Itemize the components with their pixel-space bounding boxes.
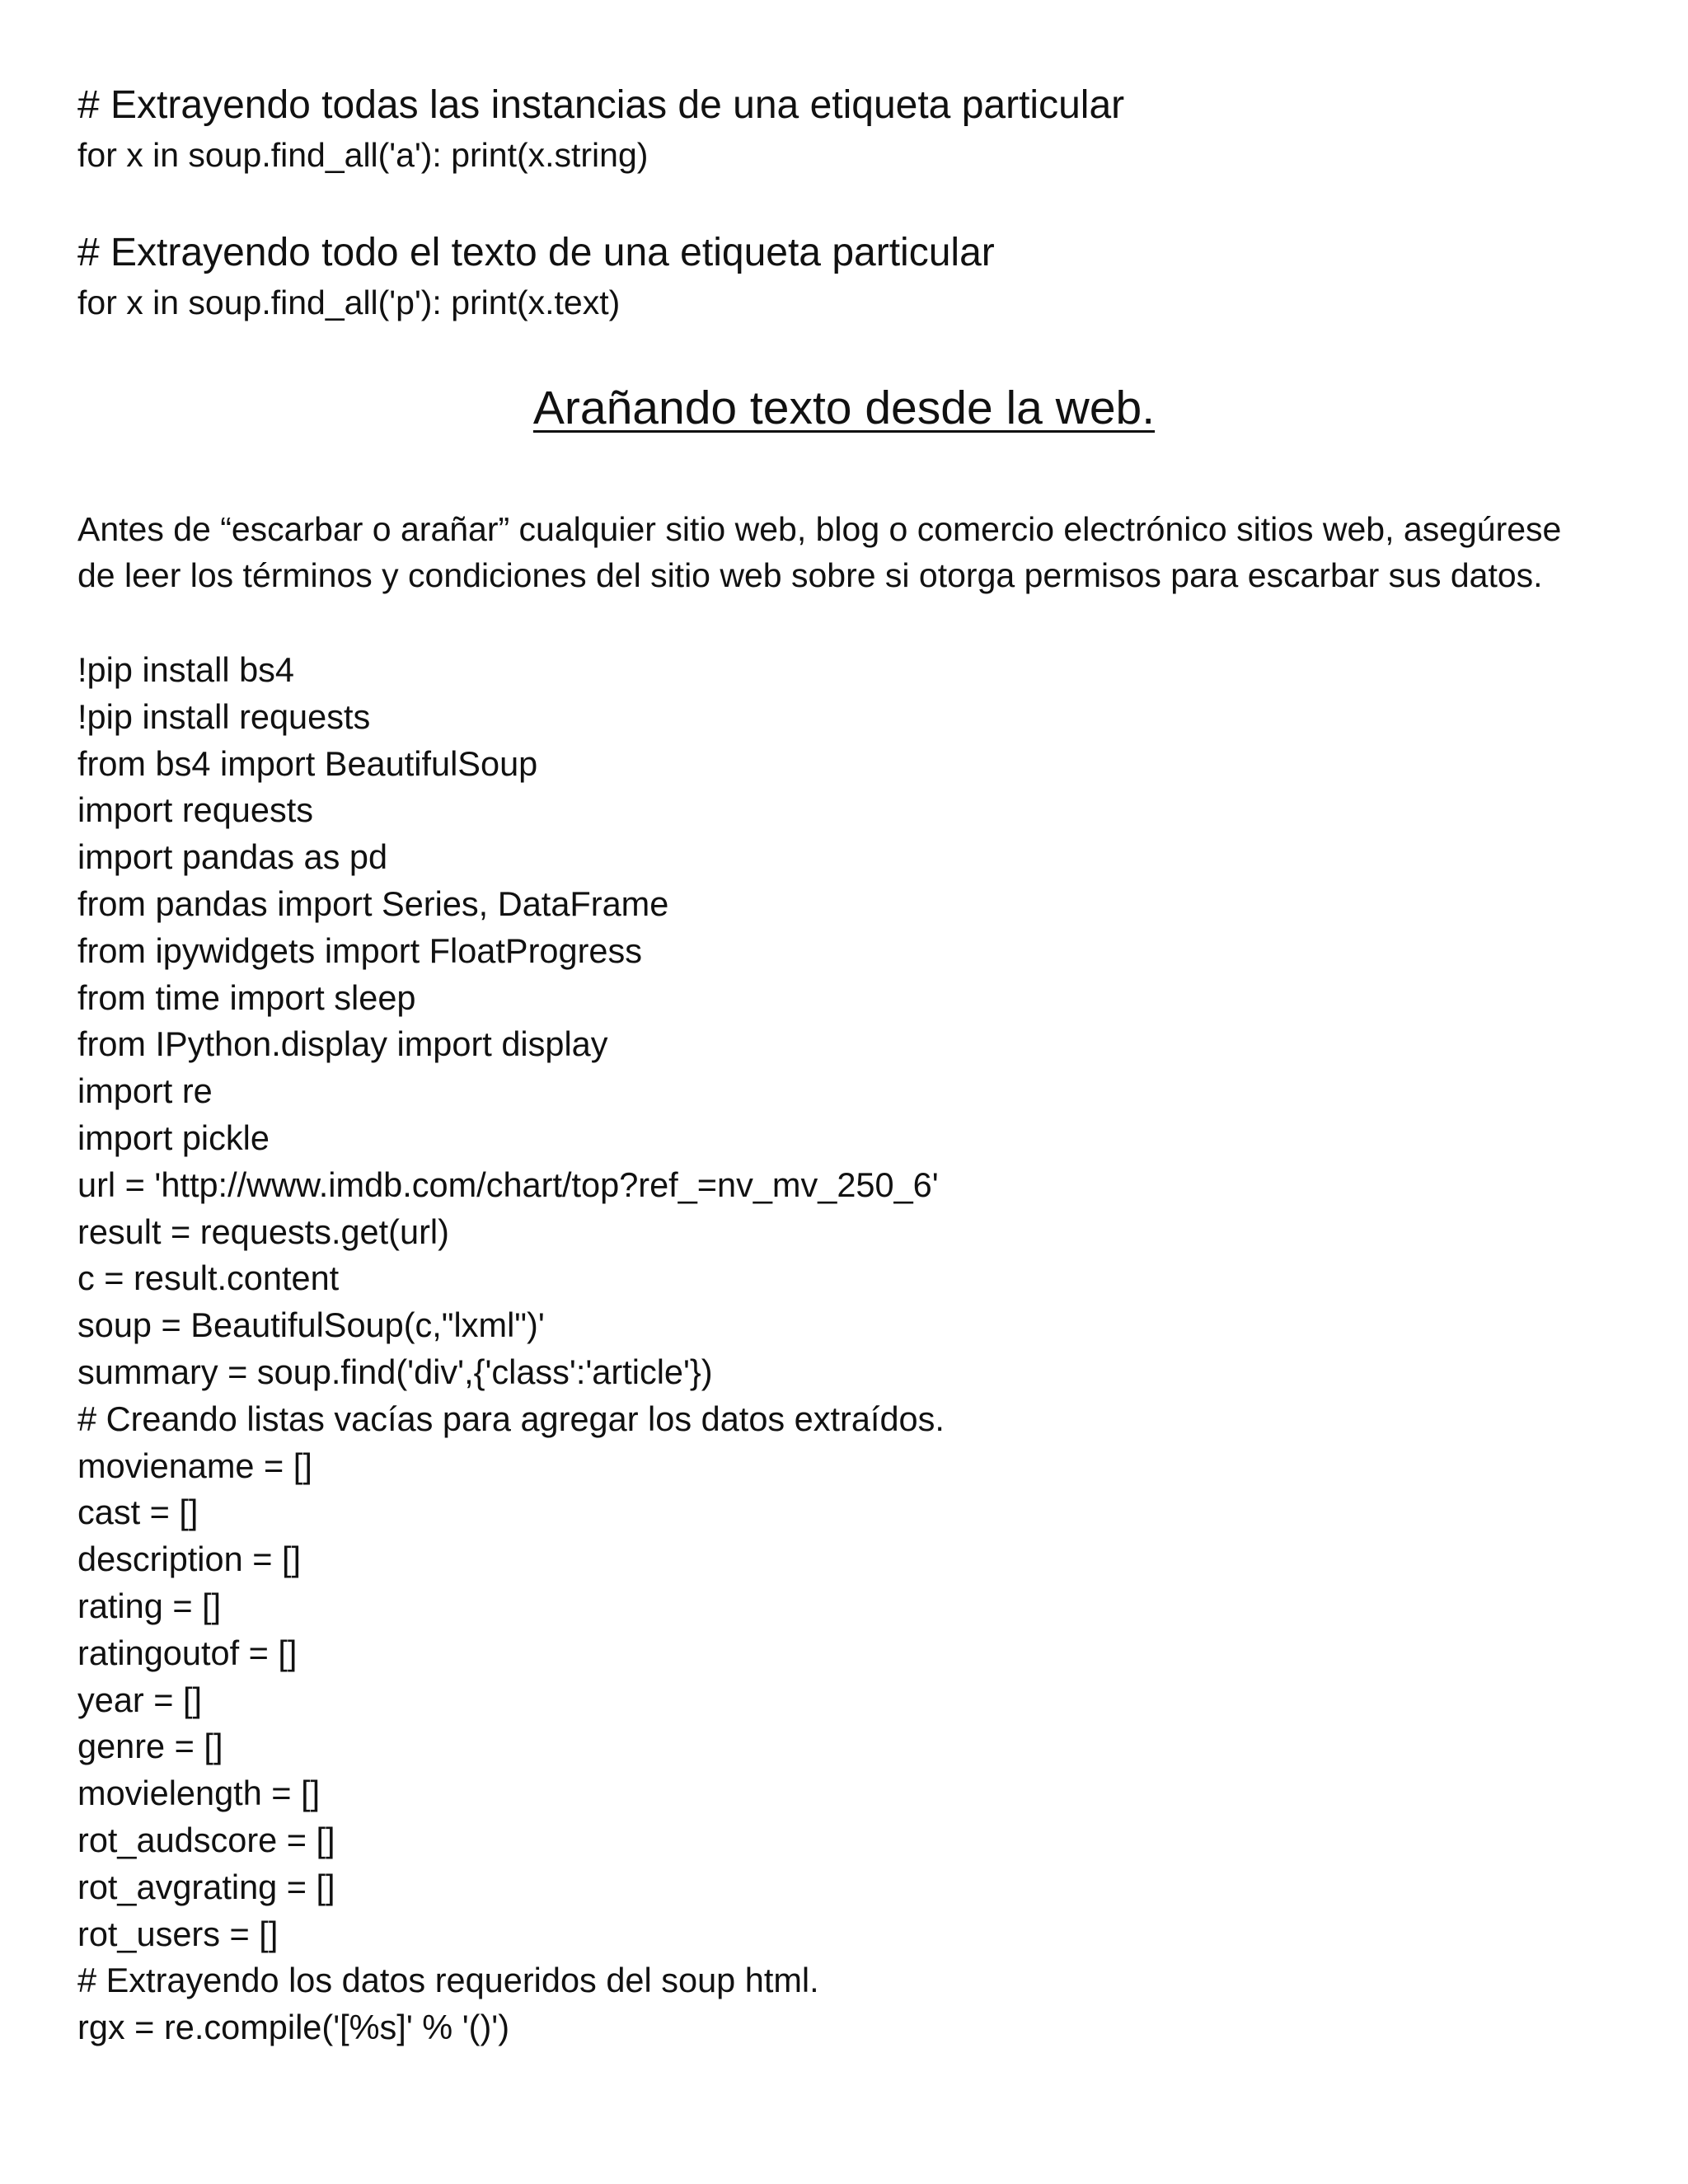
code-line: !pip install requests: [77, 696, 371, 736]
code-line: cast = []: [77, 1493, 199, 1532]
code-line: description = []: [77, 1540, 302, 1579]
code-line: movielength = []: [77, 1774, 321, 1813]
code-line: url = 'http://www.imdb.com/chart/top?ref_=nv_mv_250_6': [77, 1165, 939, 1204]
code-line: rot_avgrating = []: [77, 1867, 335, 1906]
code-block: [77, 647, 945, 2051]
code-line: moviename = []: [77, 1446, 312, 1485]
code-line: soup = BeautifulSoup(c,"lxml")': [77, 1305, 545, 1345]
code-line: import pickle: [77, 1118, 270, 1157]
code-line: # Creando listas vacías para agregar los datos extraídos.: [77, 1399, 945, 1438]
code-line: import re: [77, 1071, 213, 1111]
code-line: summary = soup.find('div',{'class':'article'}): [77, 1352, 713, 1391]
code-line: from bs4 import BeautifulSoup: [77, 743, 538, 783]
code-find-all-a: for x in soup.find_all('a'): print(x.string): [77, 136, 649, 174]
page-title: Arañando texto desde la web.: [532, 382, 1156, 434]
section-heading-all-text: # Extrayendo todo el texto de una etiqueta particular: [77, 231, 995, 274]
code-line: import pandas as pd: [77, 837, 388, 877]
code-line: rating = []: [77, 1586, 222, 1625]
code-line: import requests: [77, 790, 314, 830]
code-line: rgx = re.compile('[%s]' % '()'): [77, 2008, 510, 2047]
code-line: c = result.content: [77, 1258, 340, 1298]
code-line: from time import sleep: [77, 977, 416, 1017]
section-heading-all-instances: # Extrayendo todas las instancias de una etiqueta particular: [77, 83, 1125, 127]
code-line: year = []: [77, 1680, 203, 1719]
code-line: rot_audscore = []: [77, 1820, 335, 1859]
code-line: genre = []: [77, 1727, 223, 1766]
code-line: # Extrayendo los datos requeridos del soup html.: [77, 1961, 819, 2000]
intro-line-1: Antes de “escarbar o arañar” cualquier sitio web, blog o comercio electrónico sitios web, asegúrese: [77, 510, 1562, 548]
code-line: result = requests.get(url): [77, 1212, 449, 1251]
code-line: from pandas import Series, DataFrame: [77, 883, 669, 923]
code-find-all-p: for x in soup.find_all('p'): print(x.text): [77, 284, 621, 321]
code-line: from ipywidgets import FloatProgress: [77, 930, 642, 970]
code-line: rot_users = []: [77, 1914, 279, 1953]
intro-line-2: de leer los términos y condiciones del sitio web sobre si otorga permisos para escarbar sus datos.: [77, 556, 1543, 594]
code-line: ratingoutof = []: [77, 1633, 298, 1672]
code-line: from IPython.display import display: [77, 1024, 608, 1064]
code-line: !pip install bs4: [77, 650, 294, 689]
